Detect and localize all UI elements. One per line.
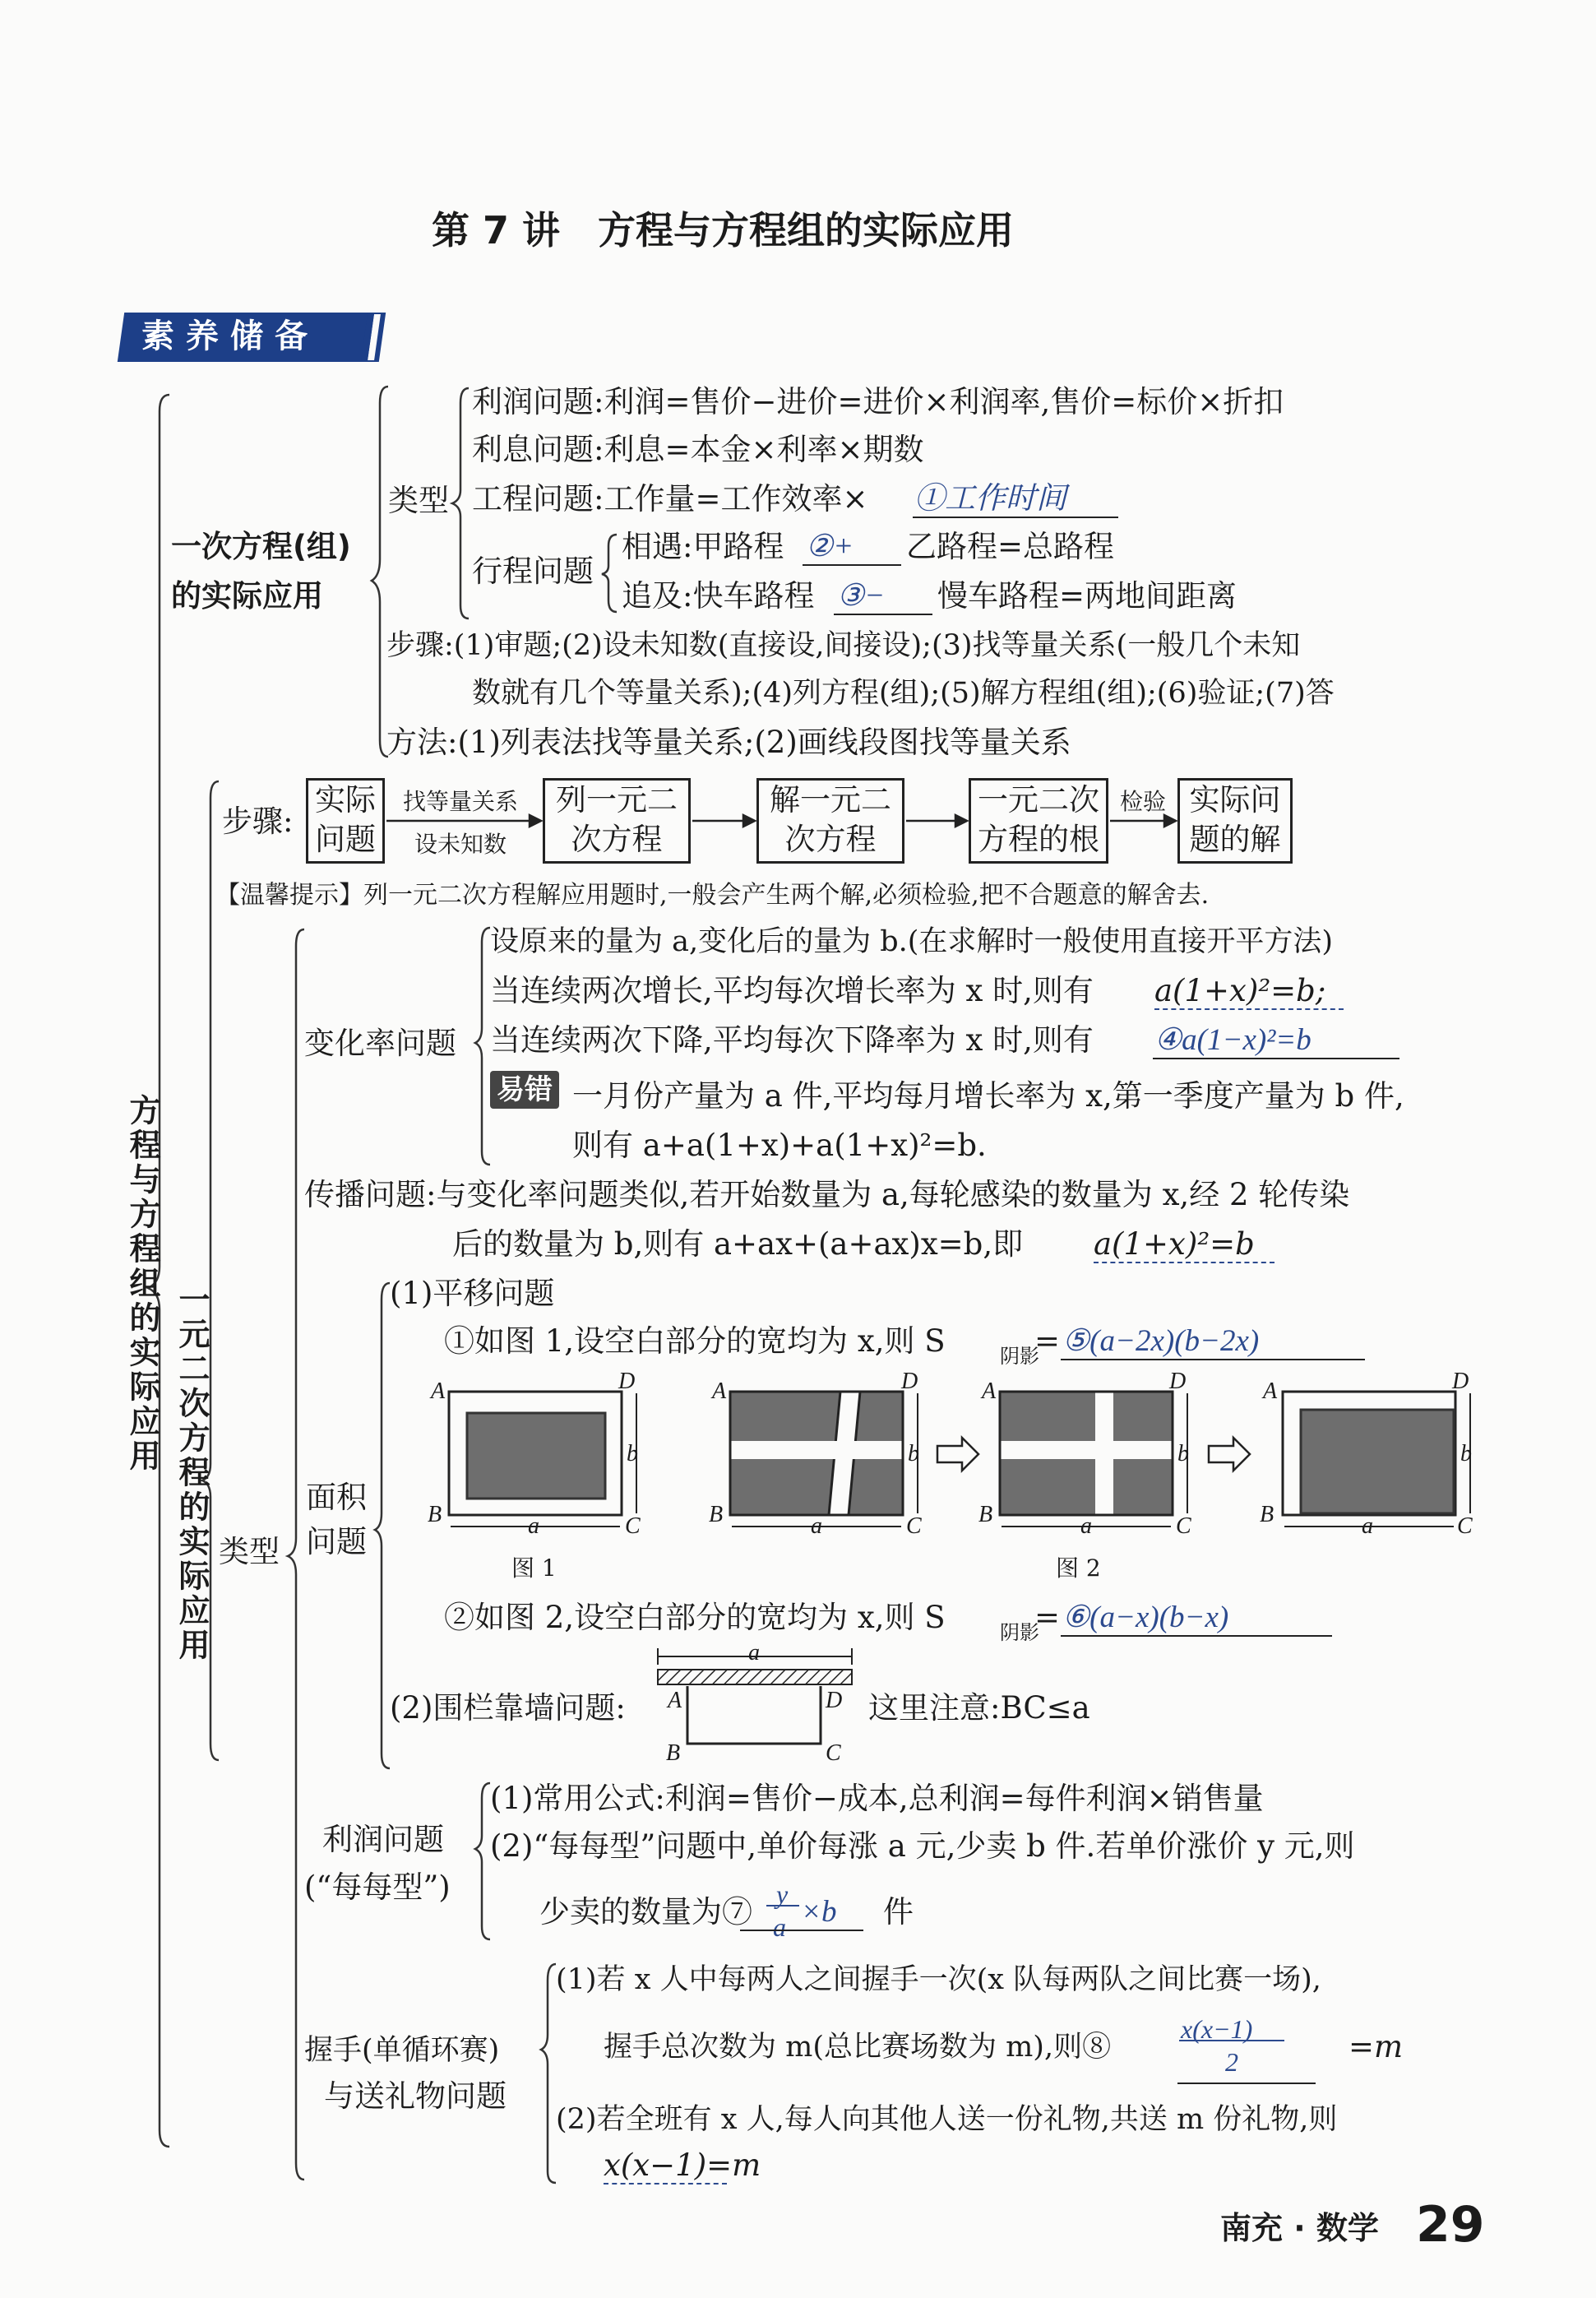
meet-text-2: 乙路程=总路程	[906, 529, 1115, 564]
arrow-label-top: 找等量关系	[403, 788, 519, 815]
work-answer: ①工作时间	[914, 482, 1066, 516]
area-line-2: ①如图 1,设空白部分的宽均为 x,则 S	[444, 1323, 946, 1359]
handshake-label-1: 握手(单循环赛)	[304, 2034, 500, 2067]
handshake-wavy	[604, 2183, 727, 2184]
handshake-line-4: x(x−1)=m	[604, 2147, 761, 2183]
fig-label-B: B	[428, 1502, 442, 1527]
profit-blank	[740, 1930, 863, 1931]
area-label-2: 问题	[306, 1524, 367, 1559]
handshake-frac-bar	[1179, 2040, 1284, 2041]
handshake-frac-num: x(x−1)	[1181, 2014, 1253, 2044]
quad-type-label: 类型	[219, 1534, 280, 1569]
handshake-tail: =m	[1349, 2029, 1404, 2064]
profit-line-1: (1)常用公式:利润=售价−成本,总利润=每件利润×销售量	[490, 1781, 1264, 1816]
area-eq-2: =	[1034, 1600, 1061, 1635]
rate-line-1: 设原来的量为 a,变化后的量为 b.(在求解时一般使用直接开平方法)	[490, 925, 1334, 958]
fig4-label-b: b	[1460, 1441, 1472, 1466]
fence-label-B: B	[666, 1740, 681, 1766]
rate-line-3: 当连续两次下降,平均每次下降率为 x 时,则有	[490, 1022, 1094, 1058]
fence-label-A: A	[668, 1688, 682, 1713]
handshake-line-2: 握手总次数为 m(总比赛场数为 m),则⑧	[604, 2031, 1112, 2064]
profit-label-1: 利润问题	[322, 1822, 444, 1857]
fig2-caption: 图 2	[1056, 1554, 1101, 1582]
chase-answer: ③−	[837, 579, 886, 613]
fig2-label-D: D	[901, 1369, 918, 1394]
area-sub-2: 阴影	[1000, 1621, 1039, 1644]
area-blank-2	[1061, 1635, 1332, 1637]
footer-subject: 南充 · 数学	[1220, 2210, 1379, 2246]
fig3-label-B: B	[978, 1502, 993, 1527]
fig1-caption: 图 1	[511, 1554, 557, 1582]
handshake-line-3: (2)若全班有 x 人,每人向其他人送一份礼物,共送 m 份礼物,则	[556, 2103, 1338, 2136]
fig4-label-C: C	[1457, 1513, 1473, 1539]
profit-frac-tail: ×b	[801, 1895, 837, 1929]
fig3-label-a: a	[1080, 1513, 1092, 1539]
flow-box-1: 实际 问题	[306, 778, 385, 864]
flow-box-2: 列一元二 次方程	[543, 778, 691, 864]
handshake-label-2: 与送礼物问题	[324, 2078, 507, 2114]
type-label: 类型	[388, 483, 449, 518]
profit-line-3: 少卖的数量为⑦	[539, 1894, 752, 1930]
rate-label: 变化率问题	[304, 1026, 456, 1061]
fig2-label-a: a	[811, 1513, 822, 1539]
fence-note: 这里注意:BC≤a	[868, 1690, 1090, 1726]
steps-line-1: 步骤:(1)审题;(2)设未知数(直接设,间接设);(3)找等量关系(一般几个未知	[386, 629, 1301, 662]
fig2-label-B: B	[709, 1502, 724, 1527]
rate-answer: ④a(1−x)²=b	[1154, 1023, 1311, 1057]
fig4-label-a: a	[1362, 1513, 1373, 1539]
quad-label: 一元二次方程的实际应用	[173, 1283, 210, 1663]
arrow-label-check: 检验	[1120, 788, 1167, 815]
fence-text: (2)围栏靠墙问题:	[390, 1690, 626, 1726]
error-tag: 易错	[490, 1071, 559, 1109]
fig3-label-A: A	[982, 1378, 997, 1404]
error-line-2: 则有 a+a(1+x)+a(1+x)²=b.	[572, 1128, 987, 1163]
profit-frac-bar	[766, 1905, 799, 1907]
page-title: 第 7 讲 方程与方程组的实际应用	[432, 208, 1015, 253]
fence-label-a: a	[748, 1640, 760, 1666]
fence-label-D: D	[826, 1688, 843, 1713]
area-sub-1: 阴影	[1000, 1345, 1039, 1368]
chase-text-2: 慢车路程=两地间距离	[937, 578, 1237, 614]
flow-box-3: 解一元二 次方程	[756, 778, 904, 864]
meet-answer: ②+	[806, 530, 854, 563]
handshake-blank	[1177, 2083, 1316, 2084]
interest-text: 利息问题:利息=本金×利率×期数	[472, 432, 924, 467]
error-line-1: 一月份产量为 a 件,平均每月增长率为 x,第一季度产量为 b 件,	[572, 1078, 1404, 1114]
fence-label-C: C	[826, 1740, 841, 1766]
work-text: 工程问题:工作量=工作效率×	[472, 481, 868, 517]
fig2-label-A: A	[712, 1378, 727, 1404]
fig3-label-b: b	[1177, 1441, 1189, 1466]
spread-line-2: 后的数量为 b,则有 a+ax+(a+ax)x=b,即	[452, 1226, 1024, 1262]
rate-line-2-eq: a(1+x)²=b;	[1154, 973, 1326, 1008]
flow-label: 步骤:	[222, 804, 294, 839]
travel-label: 行程问题	[472, 554, 594, 589]
linear-label-2: 的实际应用	[171, 578, 323, 614]
area-answer-1: ⑤(a−2x)(b−2x)	[1062, 1324, 1260, 1358]
page-number: 29	[1416, 2196, 1485, 2254]
area-label-1: 面积	[306, 1480, 367, 1515]
profit-unit: 件	[883, 1894, 914, 1930]
flow-box-5: 实际问 题的解	[1177, 778, 1293, 864]
meet-text: 相遇:甲路程	[622, 529, 784, 564]
profit-frac-num: y	[776, 1879, 789, 1909]
area-eq-1: =	[1034, 1323, 1061, 1359]
spread-eq: a(1+x)²=b	[1094, 1226, 1255, 1262]
fig-label-a: a	[528, 1513, 539, 1539]
steps-line-2: 数就有几个等量关系);(4)列方程(组);(5)解方程组(组);(6)验证;(7)答	[472, 677, 1335, 710]
fig-label-b: b	[627, 1441, 638, 1466]
root-label: 方程与方程组的实际应用	[124, 1094, 160, 1474]
arrow-label-bottom: 设未知数	[414, 831, 507, 858]
area-line-3: ②如图 2,设空白部分的宽均为 x,则 S	[444, 1600, 946, 1635]
section-tag-text: 素养储备	[141, 317, 319, 355]
chase-text: 追及:快车路程	[622, 578, 815, 614]
fig2-label-C: C	[906, 1513, 922, 1539]
spread-line-1: 传播问题:与变化率问题类似,若开始数量为 a,每轮感染的数量为 x,经 2 轮传染	[304, 1177, 1350, 1212]
fig-label-A: A	[431, 1378, 446, 1404]
rate-line-2: 当连续两次增长,平均每次增长率为 x 时,则有	[490, 973, 1094, 1008]
handshake-line-1: (1)若 x 人中每两人之间握手一次(x 队每两队之间比赛一场),	[556, 1963, 1321, 1996]
fig3-label-C: C	[1176, 1513, 1191, 1539]
area-line-1: (1)平移问题	[390, 1276, 555, 1311]
fig3-label-D: D	[1169, 1369, 1187, 1394]
linear-label: 一次方程(组)	[171, 529, 351, 564]
fig2-label-b: b	[908, 1441, 919, 1466]
method-text: 方法:(1)列表法找等量关系;(2)画线段图找等量关系	[386, 725, 1071, 760]
fig-label-D: D	[618, 1369, 636, 1394]
fig4-label-D: D	[1452, 1369, 1469, 1394]
handshake-frac-den: 2	[1225, 2047, 1238, 2077]
flow-box-4: 一元二次 方程的根	[969, 778, 1108, 864]
fig4-label-B: B	[1260, 1502, 1274, 1527]
area-answer-2: ⑥(a−x)(b−x)	[1062, 1601, 1229, 1634]
profit-frac-den: a	[773, 1912, 786, 1942]
fig-label-C: C	[625, 1513, 641, 1539]
fig4-label-A: A	[1263, 1378, 1278, 1404]
profit-text: 利润问题:利润=售价−进价=进价×利润率,售价=标价×折扣	[472, 384, 1284, 419]
profit-label-2: (“每每型”)	[304, 1869, 451, 1905]
tip-text: 【温馨提示】列一元二次方程解应用题时,一般会产生两个解,必须检验,把不合题意的解舍去.	[215, 881, 1210, 910]
profit-line-2: (2)“每每型”问题中,单价每涨 a 元,少卖 b 件.若单价涨价 y 元,则	[490, 1828, 1355, 1864]
